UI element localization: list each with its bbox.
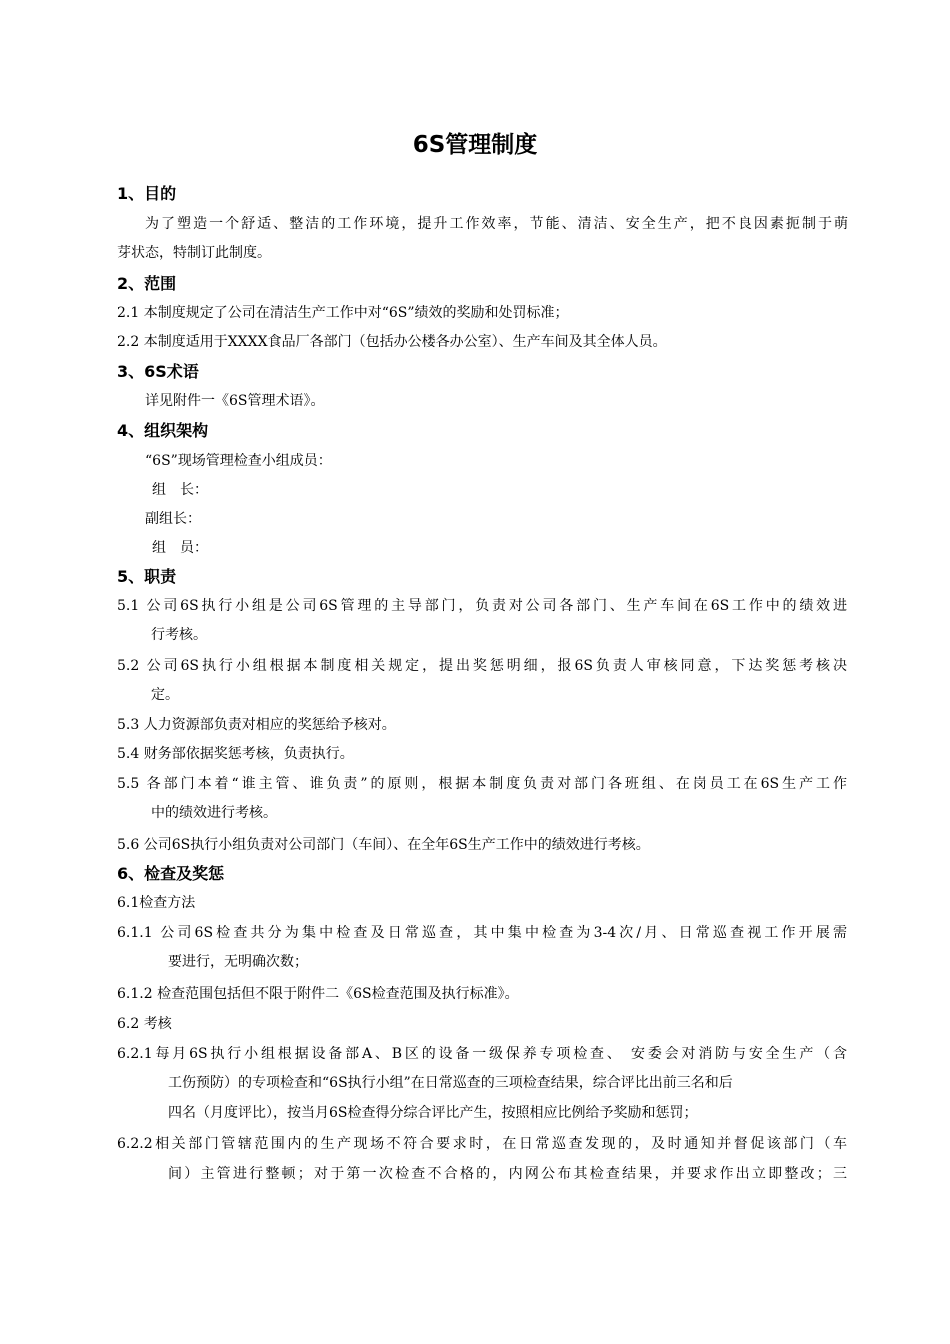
section-5-heading: 5、职责 xyxy=(117,567,177,586)
item-6-1-1-line-2: 要进行，无明确次数； xyxy=(168,954,308,970)
group-member-label: 组 员： xyxy=(152,540,208,556)
section-2-heading: 2、范围 xyxy=(117,274,177,293)
item-6-1-2: 6.1.2 检查范围包括但不限于附件二《6S检查范围及执行标准》。 xyxy=(117,986,519,1002)
deputy-leader-label: 副组长： xyxy=(145,511,201,527)
section-5-item-5-line-1: 5.5 各部门本着“谁主管、谁负责”的原则，根据本制度负责对部门各班组、在岗员工在6S生产工作 xyxy=(117,776,847,792)
section-1-heading: 1、目的 xyxy=(117,184,177,203)
subsection-6-1-heading: 6.1检查方法 xyxy=(117,895,196,911)
section-5-item-2-line-1: 5.2 公司6S执行小组根据本制度相关规定，提出奖惩明细，报6S负责人审核同意，下达奖惩考核决 xyxy=(117,658,847,674)
section-3-heading: 3、6S术语 xyxy=(117,362,199,381)
section-6-heading: 6、检查及奖惩 xyxy=(117,864,225,883)
section-1-line-1: 为了塑造一个舒适、整洁的工作环境，提升工作效率，节能、清洁、安全生产，把不良因素扼制于萌 xyxy=(145,216,848,232)
section-5-item-1-line-1: 5.1 公司6S执行小组是公司6S管理的主导部门，负责对公司各部门、生产车间在6S工作中的绩效进 xyxy=(117,598,847,614)
item-6-2-1-line-3: 四名（月度评比），按当月6S检查得分综合评比产生，按照相应比例给予奖励和惩罚； xyxy=(168,1105,698,1121)
section-5-item-1-line-2: 行考核。 xyxy=(151,627,207,643)
group-leader-label: 组 长： xyxy=(152,482,208,498)
item-6-2-1-line-1: 6.2.1每月6S执行小组根据设备部A、B区的设备一级保养专项检查、 安委会对消防与安全生产（含 xyxy=(117,1046,847,1062)
section-5-item-2-line-2: 定。 xyxy=(151,687,179,703)
item-6-2-2-line-1: 6.2.2相关部门管辖范围内的生产现场不符合要求时，在日常巡查发现的，及时通知并督促该部门（车 xyxy=(117,1136,847,1152)
section-4-intro: “6S”现场管理检查小组成员： xyxy=(145,453,332,469)
section-5-item-4: 5.4 财务部依据奖惩考核，负责执行。 xyxy=(117,746,354,762)
section-2-item-1: 2.1 本制度规定了公司在清洁生产工作中对“6S”绩效的奖励和处罚标准； xyxy=(117,305,569,321)
section-5-item-5-line-2: 中的绩效进行考核。 xyxy=(151,805,277,821)
document-title: 6S管理制度 xyxy=(412,132,538,158)
section-4-heading: 4、组织架构 xyxy=(117,421,209,440)
subsection-6-2-heading: 6.2 考核 xyxy=(117,1016,172,1032)
section-5-item-6: 5.6 公司6S执行小组负责对公司部门（车间）、在全年6S生产工作中的绩效进行考核。 xyxy=(117,837,650,853)
section-1-line-2: 芽状态，特制订此制度。 xyxy=(117,245,271,261)
item-6-2-1-line-2: 工伤预防）的专项检查和“6S执行小组”在日常巡查的三项检查结果，综合评比出前三名和后 xyxy=(168,1075,733,1091)
section-3-text: 详见附件一《6S管理术语》。 xyxy=(145,393,325,409)
item-6-1-1-line-1: 6.1.1 公司6S检查共分为集中检查及日常巡查，其中集中检查为3-4次/月、日常巡查视工作开展需 xyxy=(117,925,847,941)
section-2-item-2: 2.2 本制度适用于XXXX食品厂各部门（包括办公楼各办公室）、生产车间及其全体人员。 xyxy=(117,334,667,350)
item-6-2-2-line-2: 间）主管进行整顿；对于第一次检查不合格的，内网公布其检查结果，并要求作出立即整改；三 xyxy=(168,1166,847,1182)
section-5-item-3: 5.3 人力资源部负责对相应的奖惩给予核对。 xyxy=(117,717,396,733)
